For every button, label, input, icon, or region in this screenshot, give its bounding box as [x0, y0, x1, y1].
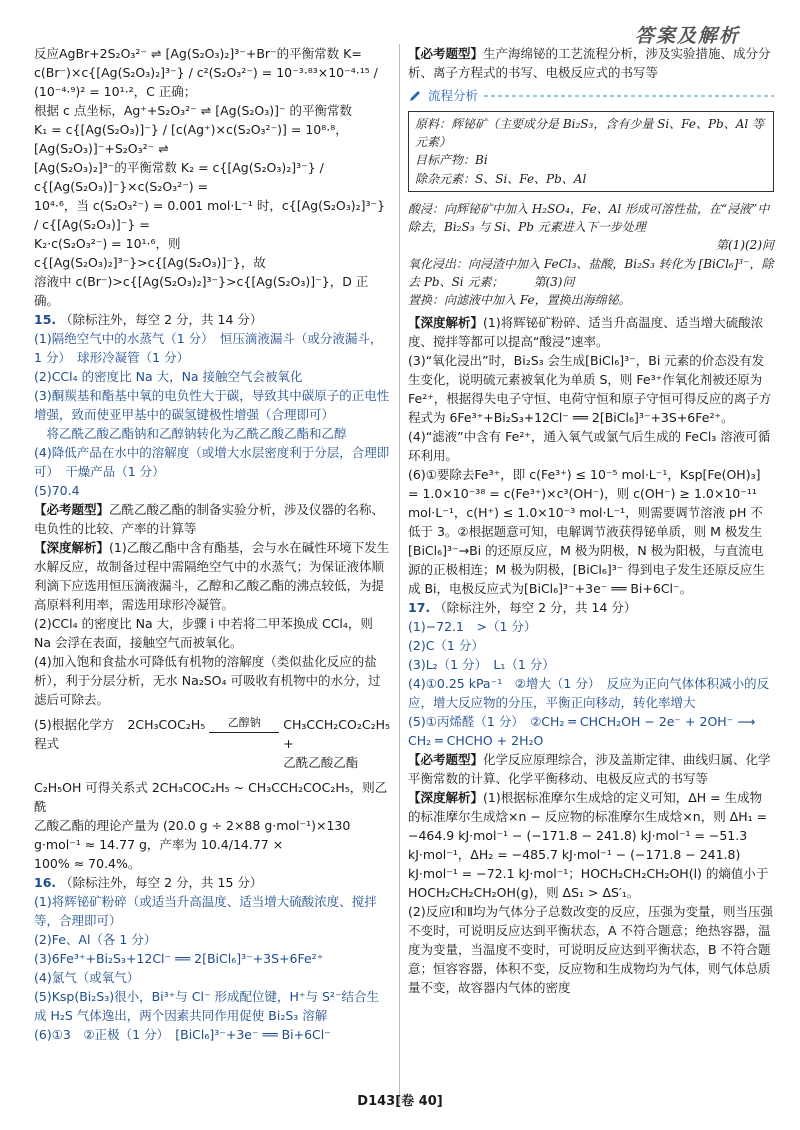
- q16-answer: (4)氯气（或氧气）: [34, 970, 140, 985]
- flow-title-text: 流程分析: [428, 88, 479, 103]
- q15-analysis: [34, 538, 390, 614]
- reaction-rhs: [283, 715, 390, 772]
- left-top-line: 10⁴·⁶，当 c(S₂O₃²⁻) = 0.001 mol·L⁻¹ 时，c{[Ag(S₂O₃)₂]³⁻} / c{[Ag(S₂O₃)]⁻} =: [34, 198, 386, 232]
- analysis-text: (1)乙酸乙酯中含有酯基，会与水在碱性环境下发生水解反应，故制备过程中需隔绝空气中的水蒸气；为保证液体顺利滴下应选用恒压滴液漏斗，乙醇和乙酸乙酯的沸点较低，为提高原料利用率，需选用球形冷凝管。: [34, 540, 390, 612]
- reaction-product: CH₃CCH₂CO₂C₂H₅ +: [283, 717, 390, 751]
- flow-step-ref: 第(1)(2)问: [716, 238, 774, 253]
- required-type-text: 化学反应原理综合，涉及盖斯定律、曲线归属、化学平衡常数的计算、化学平衡移动、电极反应式的书写等: [408, 752, 771, 787]
- q17-answer: (2)C（1 分）: [408, 638, 484, 654]
- q15-tail-line: 100% ≈ 70.4%。: [34, 856, 141, 871]
- q17-number: 17.: [408, 600, 431, 616]
- q16-analysis: (3)“氧化浸出”时，Bi₂S₃ 会生成[BiCl₆]³⁻，Bi 元素的价态没有发生变化，说明硫元素被氧化为单质 S，则 Fe³⁺作氧化剂被还原为 Fe²⁺，根据得失电子守恒、电荷守恒和原子守恒可得反应的离子方程式为 6Fe³⁺+Bi₂S₃+12Cl⁻ ══ 2[BiCl₆]³⁻+3S+6Fe²⁺。: [408, 353, 772, 426]
- left-top-line: 反应AgBr+2S₂O₃²⁻ ⇌ [Ag(S₂O₃)₂]³⁻+Br⁻的平衡常数 K=: [34, 46, 362, 61]
- q17-scoring: （除标注外，每空 2 分，共 14 分）: [434, 600, 637, 616]
- q17-answer: (3)L₂（1 分） L₁（1 分）: [408, 657, 555, 673]
- left-top-line: [Ag(S₂O₃)₂]³⁻的平衡常数 K₂ = c{[Ag(S₂O₃)₂]³⁻} / c{[Ag(S₂O₃)]⁻}×c(S₂O₃²⁻) =: [34, 160, 324, 194]
- flow-summary-box: [408, 111, 774, 192]
- deep-analysis-tag: 【深度解析】: [408, 315, 484, 331]
- q16-answer: (6)①3 ②正极（1 分） [BiCl₆]³⁻+3e⁻ ══ Bi+6Cl⁻: [34, 1027, 331, 1042]
- q15-heading: [34, 310, 390, 329]
- q17-heading: [408, 598, 774, 617]
- q16-answer: (5)Ksp(Bi₂S₃)很小，Bi³⁺与 Cl⁻ 形成配位键，H⁺与 S²⁻结合生成 H₂S 气体逸出，两个因素共同作用促使 Bi₂S₃ 溶解: [34, 989, 380, 1023]
- q17-answer: (5)①丙烯醛（1 分） ②CH₂ ═ CHCH₂OH − 2e⁻ + 2OH⁻ ⟶ CH₂ ═ CHCHO + 2H₂O: [408, 714, 756, 749]
- reaction-condition: 乙醇钠: [227, 716, 261, 729]
- q15-answer: 将乙酰乙酸乙酯钠和乙醇钠转化为乙酰乙酸乙酯和乙醇: [34, 426, 347, 441]
- q15-tail-line: 乙酸乙酯的理论产量为 (20.0 g ÷ 2×88 g·mol⁻¹)×130 g·mol⁻¹ ≈ 14.77 g，产率为 10.4/14.77 ×: [34, 818, 351, 852]
- q15-answer: (1)隔绝空气中的水蒸气（1 分） 恒压滴液漏斗（或分液漏斗，1 分） 球形冷凝管（1 分）: [34, 331, 383, 365]
- flow-step: 置换：向滤液中加入 Fe，置换出海绵铋。: [408, 293, 631, 308]
- q17-answer: (4)①0.25 kPa⁻¹ ②增大（1 分） 反应为正向气体体积减小的反应，增大反应物的分压，平衡正向移动，转化率增大: [408, 676, 770, 711]
- q16-answer: (1)将辉铋矿粉碎（或适当升高温度、适当增大硫酸浓度、搅拌等，合理即可）: [34, 894, 377, 928]
- q17-analysis: [408, 788, 774, 902]
- left-top-line: 根据 c 点坐标，Ag⁺+S₂O₃²⁻ ⇌ [Ag(S₂O₃)]⁻ 的平衡常数: [34, 103, 353, 118]
- q16-analysis: (6)①要除去Fe³⁺，即 c(Fe³⁺) ≤ 10⁻⁵ mol·L⁻¹，Ksp[Fe(OH)₃] = 1.0×10⁻³⁸ = c(Fe³⁺)×c³(OH⁻)，则 c(OH⁻) ≥ 1.0×10⁻¹¹ mol·L⁻¹，c(H⁺) ≤ 1.0×10⁻³ mol·L⁻¹，则需要调节溶液 pH 不低于 3。②根据题意可知，电解调节液获得铋单质，则 M 极发生[BiCl₆]³⁻→Bi 的还原反应，M 极为阴极，N 极为阳极，与直流电源的正极相连；M 极为阴极，[BiCl₆]³⁻ 得到电子发生还原反应生成 Bi，电极反应式为[BiCl₆]³⁻+3e⁻ ══ Bi+6Cl⁻。: [408, 467, 765, 597]
- left-top-line: 溶液中 c(Br⁻)>c{[Ag(S₂O₃)₂]³⁻}>c{[Ag(S₂O₃)]⁻}，D 正确。: [34, 274, 369, 308]
- left-top-line: K₁ = c{[Ag(S₂O₃)]⁻} / [c(Ag⁺)×c(S₂O₃²⁻)] = 10⁸·⁸，[Ag(S₂O₃)]⁻+S₂O₃²⁻ ⇌: [34, 122, 348, 156]
- required-type-text: 乙酰乙酸乙酯的制备实验分析，涉及仪器的名称、电负性的比较、产率的计算等: [34, 502, 385, 536]
- q16-scoring: （除标注外，每空 2 分，共 15 分）: [60, 875, 263, 890]
- q17-analysis: (2)反应Ⅰ和Ⅱ均为气体分子总数改变的反应，压强为变量，则当压强不变时，可说明反应达到平衡状态，A 不符合题意；绝热容器，温度为变量，当温度不变时，可说明反应达到平衡状态，B 不符合题意；恒容容器，体积不变，反应物和生成物均为气体，则气体总质量不变，故容器内气体的密度: [408, 904, 774, 996]
- q15-tail-line: C₂H₅OH 可得关系式 2CH₃COC₂H₅ ~ CH₃CCH₂COC₂H₅，则乙酰: [34, 780, 388, 814]
- q16-required-type: [408, 44, 774, 82]
- required-type-tag: 【必考题型】: [408, 46, 484, 61]
- column-divider: [399, 44, 400, 1104]
- box-line: 除杂元素：S、Si、Fe、Pb、Al: [415, 171, 587, 186]
- required-type-tag: 【必考题型】: [408, 752, 484, 768]
- q15-number: 15.: [34, 312, 57, 327]
- flow-title-rule: [484, 95, 774, 97]
- page-number: D143[卷 40]: [357, 1094, 443, 1110]
- analysis-text: (1)将辉铋矿粉碎、适当升高温度、适当增大硫酸浓度、搅拌等都可以提高“酸浸”速率。: [408, 315, 764, 350]
- q15-required-type: [34, 500, 390, 538]
- q16-analysis: [408, 313, 774, 351]
- deep-analysis-tag: 【深度解析】: [34, 540, 110, 555]
- reaction-prefix: (5)根据化学方程式: [34, 717, 115, 751]
- left-top-line: K₂·c(S₂O₃²⁻) = 10¹·⁶，则 c{[Ag(S₂O₃)₂]³⁻}>c{[Ag(S₂O₃)]⁻}，故: [34, 236, 266, 270]
- q15-analysis: (2)CCl₄ 的密度比 Na 大，步骤 i 中若将二甲苯换成 CCl₄，则 Na 会浮在表面，接触空气而被氧化。: [34, 616, 373, 650]
- q16-heading: [34, 873, 390, 892]
- q16-number: 16.: [34, 875, 57, 890]
- q15-answer: (2)CCl₄ 的密度比 Na 大，Na 接触空气会被氧化: [34, 369, 303, 384]
- q17-required-type: [408, 750, 774, 788]
- box-line: 目标产物：Bi: [415, 153, 488, 168]
- reaction-lhs: 2CH₃COC₂H₅: [127, 717, 206, 732]
- q15-answer: (3)酮羰基和酯基中氧的电负性大于碳，导致其中碳原子的正电性增强，致而使亚甲基中的碳氢键极性增强（合理即可）: [34, 388, 390, 422]
- q15-answer: (5)70.4: [34, 483, 80, 498]
- required-type-tag: 【必考题型】: [34, 502, 110, 517]
- flow-analysis-title: [408, 86, 774, 105]
- q16-answer: (3)6Fe³⁺+Bi₂S₃+12Cl⁻ ══ 2[BiCl₆]³⁻+3S+6Fe²⁺: [34, 951, 324, 966]
- reaction-arrow: [209, 715, 279, 733]
- q16-analysis: (4)“滤液”中含有 Fe²⁺，通入氧气或氯气后生成的 FeCl₃ 溶液可循环利用。: [408, 429, 771, 464]
- analysis-text: (1)根据标准摩尔生成焓的定义可知，ΔH = 生成物的标准摩尔生成焓×n − 反应物的标准摩尔生成焓×n，则 ΔH₁ = −464.9 kJ·mol⁻¹ − (−171.8 − 241.8) kJ·mol⁻¹ = −51.3 kJ·mol⁻¹，ΔH₂ = −485.7 kJ·mol⁻¹ − (−171.8 − 241.8) kJ·mol⁻¹ = −72.1 kJ·mol⁻¹；HOCH₂CH₂CH₂OH(l) 的熵值小于 HOCH₂CH₂CH₂OH(g)，则 ΔS₁ > ΔS′₁。: [408, 790, 769, 901]
- q15-scoring: （除标注外，每空 2 分，共 14 分）: [60, 312, 263, 327]
- deep-analysis-tag: 【深度解析】: [408, 790, 484, 806]
- arrow-bar: [209, 732, 279, 733]
- reaction-equation: [34, 715, 390, 772]
- right-column: [408, 44, 774, 997]
- q17-answer: (1)−72.1 >（1 分）: [408, 619, 537, 635]
- left-top-line: c(Br⁻)×c{[Ag(S₂O₃)₂]³⁻} / c²(S₂O₃²⁻) = 10⁻³·⁸³×10⁻⁴·¹⁵ / (10⁻⁴·⁹)² = 10¹·²，C 正确；: [34, 65, 378, 99]
- required-type-text: 生产海绵铋的工艺流程分析，涉及实验措施、成分分析、离子方程式的书写、电极反应式的书写等: [408, 46, 771, 80]
- flow-step: 氧化浸出：向浸渣中加入 FeCl₃、盐酸，Bi₂S₃ 转化为 [BiCl₆]³⁻，除去 Pb、Si 元素； 第(3)问: [408, 256, 774, 289]
- page-header-title: 答案及解析: [634, 25, 740, 47]
- product-name: 乙酰乙酸乙酯: [283, 755, 359, 770]
- q15-analysis: (4)加入饱和食盐水可降低有机物的溶解度（类似盐化反应的盐析），利于分层分析，无水 Na₂SO₄ 可吸收有机物中的水分，过滤后可除去。: [34, 654, 381, 707]
- left-column: [34, 44, 390, 1044]
- flow-step: 酸浸：向辉铋矿中加入 H₂SO₄，Fe、Al 形成可溶性盐，在“浸液”中除去，Bi₂S₃ 与 Si、Pb 元素进入下一步处理: [408, 201, 770, 235]
- box-line: 原料：辉铋矿（主要成分是 Bi₂S₃，含有少量 Si、Fe、Pb、Al 等元素）: [415, 117, 765, 150]
- pencil-icon: [408, 89, 422, 103]
- q15-answer: (4)降低产品在水中的溶解度（或增大水层密度利于分层，合理即可） 干燥产品（1 分）: [34, 445, 390, 479]
- q16-answer: (2)Fe、Al（各 1 分）: [34, 932, 157, 947]
